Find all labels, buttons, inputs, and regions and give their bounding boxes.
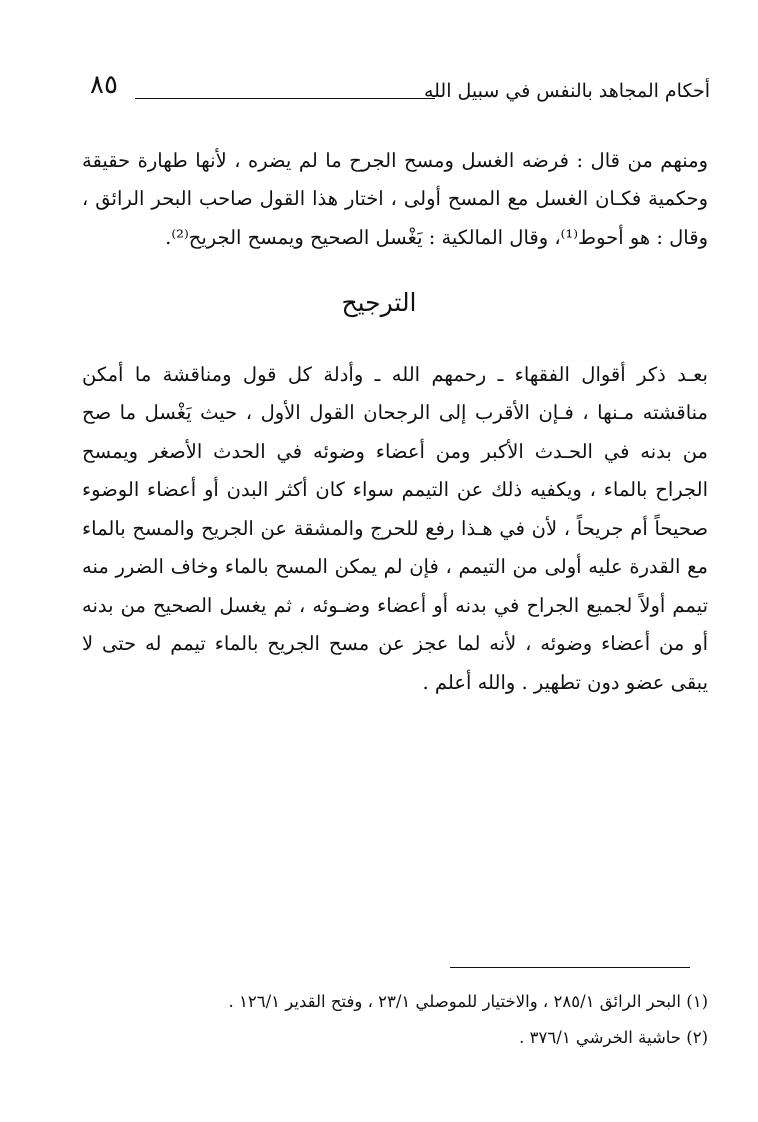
page-header [80, 70, 710, 110]
footnotes [82, 984, 708, 1056]
footnote-rule [450, 967, 690, 968]
footnote-1: (١) البحر الرائق ٢٨٥/١ ، والاختيار للموصلي ٢٣/١ ، وفتح القدير ١٢٦/١ . [228, 992, 708, 1011]
intro-paragraph: ومنهم من قال : فرضه الغسل ومسح الجرح ما لم يضره ، لأنها طهارة حقيقة وحكمية فكـان الغسل مع المسح أولى ، اختار هذا القول صاحب البحر الرائق ، وقال : هو أحوط⁽¹⁾، وقال المالكية : يَغْسل الصحيح ويمسح الجريح⁽²⁾. [82, 148, 708, 249]
footnote-2: (٢) حاشية الخرشي ٣٧٦/١ . [519, 1028, 708, 1047]
page-number: ٨٥ [90, 70, 118, 100]
running-title: أحكام المجاهد بالنفس في سبيل الله [423, 80, 710, 102]
header-rule [135, 98, 435, 99]
section-heading: الترجيح [341, 288, 417, 317]
tarjih-paragraph: بعـد ذكر أقوال الفقهاء ـ رحمهم الله ـ وأدلة كل قول ومناقشة ما أمكن مناقشته مـنها ، فـإن الأقرب إلى الرجحان القول الأول ، حيث يَغْسل ما صح من بدنه في الحـدث الأكبر ومن أعضاء وضوئه في الحدث الأصغر ويمسح الجراح بالماء ، ويكفيه ذلك عن التيمم سواء كان أكثر البدن أو أعضاء الوضوء صحيحاً أم جريحاً ، لأن في هـذا رفع للحرج والمشقة عن الجريح والمسح بالماء مع القدرة عليه أولى من التيمم ، فإن لم يمكن المسح بالماء وخاف الضرر منه تيمم أولاً لجميع الجراح في بدنه أو أعضاء وضـوئه ، ثم يغسل الصحيح من بدنه أو من أعضاء وضوئه ، لأنه لما عجز عن مسح الجريح بالماء تيمم له حتى لا يبقى عضو دون تطهير . والله أعلم . [82, 362, 708, 694]
